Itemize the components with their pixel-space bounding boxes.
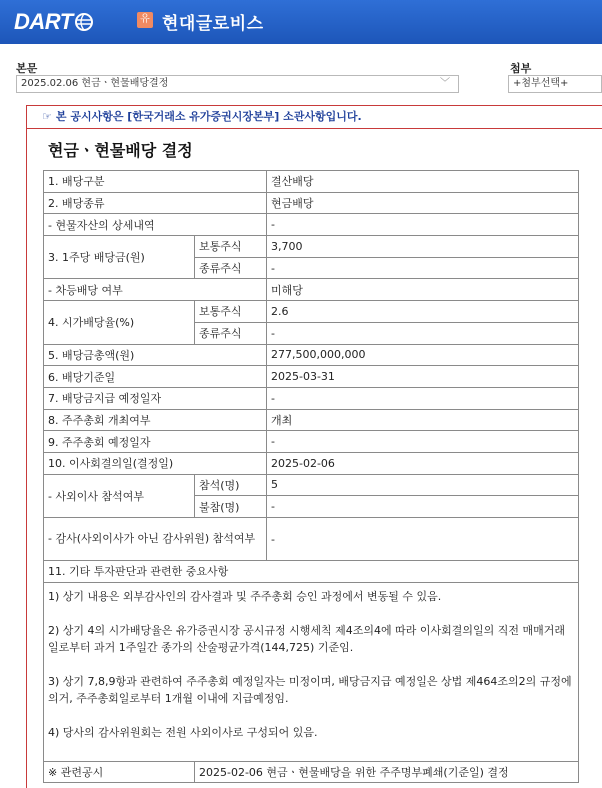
row-label: - 사외이사 참석여부 [44, 474, 195, 517]
dividend-table [43, 170, 579, 783]
table-row [44, 518, 579, 561]
notice-text: 본 공시사항은 [한국거래소 유가증권시장본부] 소관사항입니다. [55, 110, 362, 123]
row-label: - 현물자산의 상세내역 [44, 214, 267, 236]
table-row [44, 474, 579, 496]
table-row [44, 452, 579, 474]
row-sublabel: 참석(명) [195, 474, 267, 496]
table-row [44, 301, 579, 323]
row-label: 11. 기타 투자판단과 관련한 중요사항 [44, 561, 579, 583]
table-row [44, 214, 579, 236]
chevron-down-icon: ﹀ [440, 78, 450, 89]
report-select[interactable] [16, 75, 459, 93]
row-value: - [267, 214, 579, 236]
table-row [44, 366, 579, 388]
row-label: 7. 배당금지급 예정일자 [44, 387, 267, 409]
row-value: 미해당 [267, 279, 579, 301]
table-row [44, 387, 579, 409]
row-label: 2. 배당종류 [44, 192, 267, 214]
table-row [44, 582, 579, 761]
report-select-value: 2025.02.06 현금ㆍ현물배당결정 [21, 78, 169, 89]
pointing-hand-icon: ☞ [42, 110, 52, 123]
table-row [44, 236, 579, 258]
table-row [44, 279, 579, 301]
row-value: 277,500,000,000 [267, 344, 579, 366]
row-label: - 감사(사외이사가 아닌 감사위원) 참석여부 [44, 518, 267, 561]
row-value: 개최 [267, 409, 579, 431]
table-row [44, 431, 579, 453]
row-value: 2025-03-31 [267, 366, 579, 388]
related-label: ※ 관련공시 [44, 761, 195, 783]
row-label: 8. 주주총회 개최여부 [44, 409, 267, 431]
row-value: 5 [267, 474, 579, 496]
table-row [44, 761, 579, 783]
row-value: 결산배당 [267, 171, 579, 193]
table-row [44, 344, 579, 366]
row-sublabel: 보통주식 [195, 301, 267, 323]
row-label: 5. 배당금총액(원) [44, 344, 267, 366]
row-value: 2.6 [267, 301, 579, 323]
row-value: 3,700 [267, 236, 579, 258]
row-label: 1. 배당구분 [44, 171, 267, 193]
row-sublabel: 불참(명) [195, 496, 267, 518]
row-label: - 차등배당 여부 [44, 279, 267, 301]
attach-select-label: 첨부 [510, 62, 532, 75]
dart-logo[interactable] [14, 10, 94, 34]
row-sublabel: 종류주식 [195, 257, 267, 279]
market-badge: 유 [137, 12, 153, 28]
table-row [44, 171, 579, 193]
row-value: 현금배당 [267, 192, 579, 214]
row-value: - [267, 387, 579, 409]
note-1: 1) 상기 내용은 외부감사인의 감사결과 및 주주총회 승인 과정에서 변동될 수 있음. [48, 589, 442, 603]
attach-select-value: +첨부선택+ [513, 78, 569, 89]
row-label: 10. 이사회결의일(결정일) [44, 452, 267, 474]
row-label: 3. 1주당 배당금(원) [44, 236, 195, 279]
related-value[interactable]: 2025-02-06 현금ㆍ현물배당을 위한 주주명부폐쇄(기준일) 결정 [195, 761, 579, 783]
row-value: - [267, 257, 579, 279]
company-name: 현대글로비스 [162, 14, 264, 34]
top-header [0, 0, 602, 44]
table-row [44, 409, 579, 431]
notice-banner [26, 105, 602, 129]
note-2: 2) 상기 4의 시가배당율은 유가증권시장 공시규정 시행세칙 제4조의4에 따라 이사회결의일의 직전 매매거래일로부터 과거 1주일간 종가의 산술평균가격(144,725) 기준임. [48, 623, 566, 654]
notes-cell [44, 582, 579, 761]
table-row [44, 561, 579, 583]
row-label: 4. 시가배당율(%) [44, 301, 195, 344]
attach-select[interactable] [508, 75, 602, 93]
row-sublabel: 보통주식 [195, 236, 267, 258]
note-3: 3) 상기 7,8,9항과 관련하여 주주총회 예정일자는 미정이며, 배당금지급 예정일은 상법 제464조의2의 규정에 의거, 주주총회일로부터 1개월 이내에 지급예정임. [48, 674, 572, 705]
row-value: 2025-02-06 [267, 452, 579, 474]
note-4: 4) 당사의 감사위원회는 전원 사외이사로 구성되어 있음. [48, 725, 318, 739]
globe-icon [74, 12, 94, 32]
table-row [44, 192, 579, 214]
row-label: 9. 주주총회 예정일자 [44, 431, 267, 453]
row-value: - [267, 431, 579, 453]
row-label: 6. 배당기준일 [44, 366, 267, 388]
logo-text: DART [14, 9, 73, 34]
row-value: - [267, 496, 579, 518]
report-select-label: 본문 [16, 62, 38, 75]
row-value: - [267, 518, 579, 561]
row-sublabel: 종류주식 [195, 322, 267, 344]
row-value: - [267, 322, 579, 344]
document-title: 현금ㆍ현물배당 결정 [48, 141, 193, 160]
